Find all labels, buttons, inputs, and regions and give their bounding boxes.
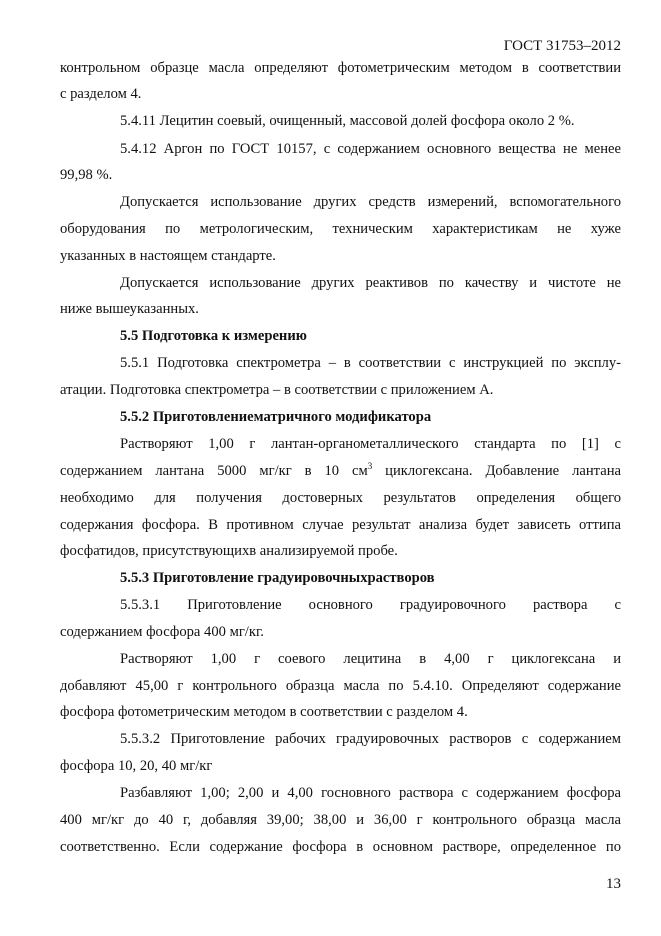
text-line: Растворяют 1,00 г соевого лецитина в 4,00 г циклогексана и <box>120 651 621 667</box>
text-line <box>60 462 621 480</box>
text-line: необходимо для получения достоверных результатов определения общего <box>60 490 621 506</box>
text-line: оборудования по метрологическим, техническим характеристикам не хуже <box>60 221 621 237</box>
section-heading: 5.5.3 Приготовление градуировочныхрастворов <box>120 570 435 586</box>
text-line: с разделом 4. <box>60 86 142 102</box>
text-line: добавляют 45,00 г контрольного образца масла по 5.4.10. Определяют содержание <box>60 678 621 694</box>
text-line: 5.5.3.2 Приготовление рабочих градуировочных растворов с содержанием <box>120 731 621 747</box>
text-line: контрольном образце масла определяют фотометрическим методом в соответствии <box>60 60 621 76</box>
text-line: 400 мг/кг до 40 г, добавляя 39,00; 38,00 и 36,00 г контрольного образца масла <box>60 812 621 828</box>
text-fragment: циклогексана. Добавление лантана <box>372 463 621 479</box>
text-line: фосфатидов, присутствующихв анализируемой пробе. <box>60 543 398 559</box>
text-line: 5.5.3.1 Приготовление основного градуировочного раствора с <box>120 597 621 613</box>
text-line: фосфора фотометрическим методом в соответствии с разделом 4. <box>60 704 468 720</box>
text-line: 5.4.12 Аргон по ГОСТ 10157, с содержанием основного вещества не менее <box>120 141 621 157</box>
section-heading: 5.5 Подготовка к измерению <box>120 328 307 344</box>
superscript: 3 <box>367 461 373 471</box>
text-line: 99,98 %. <box>60 167 113 183</box>
text-line: Допускается использование других средств измерений, вспомогательного <box>120 194 621 210</box>
text-line: ниже вышеуказанных. <box>60 301 199 317</box>
text-line: соответственно. Если содержание фосфора в основном растворе, определенное по <box>60 839 621 855</box>
page-number: 13 <box>606 876 621 892</box>
text-fragment: содержанием лантана 5000 мг/кг в 10 см <box>60 463 368 479</box>
text-line: атации. Подготовка спектрометра – в соответствии с приложением А. <box>60 382 494 398</box>
text-line: 5.4.11 Лецитин соевый, очищенный, массовой долей фосфора около 2 %. <box>120 113 575 129</box>
doc-number-header: ГОСТ 31753–2012 <box>503 38 621 54</box>
text-line: Растворяют 1,00 г лантан-органометаллического стандарта по [1] с <box>120 436 621 452</box>
text-line: указанных в настоящем стандарте. <box>60 248 276 264</box>
text-line: Допускается использование других реактивов по качеству и чистоте не <box>120 275 621 291</box>
text-line: фосфора 10, 20, 40 мг/кг <box>60 758 213 774</box>
text-line: содержанием фосфора 400 мг/кг. <box>60 624 264 640</box>
text-line: 5.5.1 Подготовка спектрометра – в соответствии с инструкцией по эксплу- <box>120 355 621 371</box>
text-line: содержания фосфора. В противном случае результат анализа будет зависеть оттипа <box>60 517 621 533</box>
text-line: Разбавляют 1,00; 2,00 и 4,00 госновного раствора с содержанием фосфора <box>120 785 621 801</box>
section-heading: 5.5.2 Приготовлениематричного модификатора <box>120 409 432 425</box>
